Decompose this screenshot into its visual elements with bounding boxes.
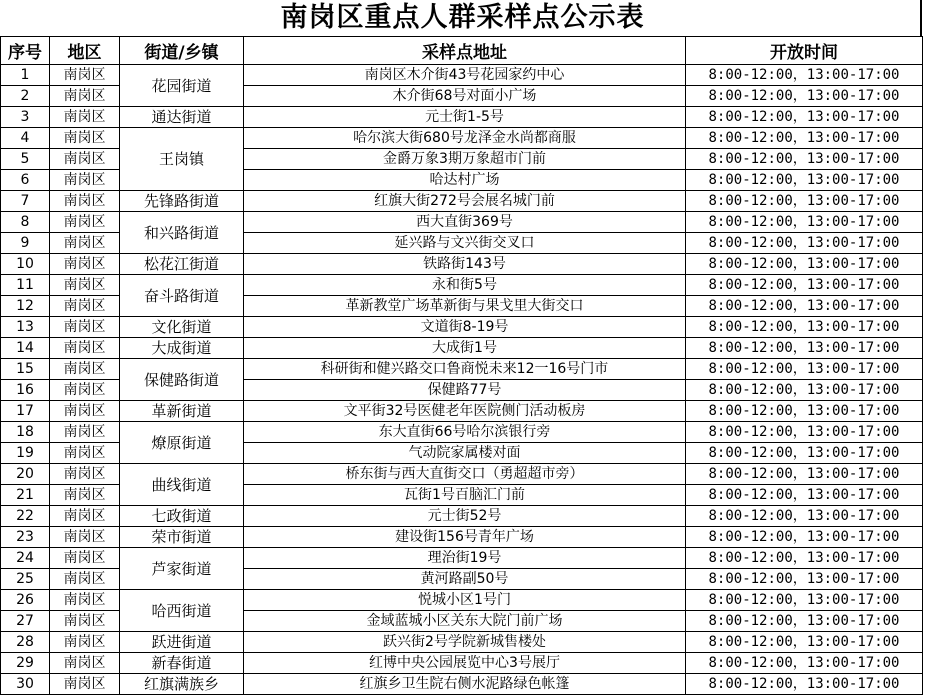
cell-hours: 8:00-12:00，13:00-17:00 [686,380,923,401]
cell-district: 南岗区 [50,443,120,464]
cell-hours: 8:00-12:00，13:00-17:00 [686,317,923,338]
cell-district: 南岗区 [50,527,120,548]
cell-district: 南岗区 [50,296,120,317]
cell-street: 文化街道 [120,317,244,338]
cell-number: 23 [1,527,50,548]
cell-address: 哈达村广场 [244,170,686,191]
cell-district: 南岗区 [50,317,120,338]
cell-address: 西大直街369号 [244,212,686,233]
cell-number: 18 [1,422,50,443]
cell-street: 芦家街道 [120,548,244,590]
cell-district: 南岗区 [50,569,120,590]
cell-street: 大成街道 [120,338,244,359]
cell-address: 哈尔滨大街680号龙泽金水尚都商服 [244,128,686,149]
cell-district: 南岗区 [50,275,120,296]
cell-district: 南岗区 [50,170,120,191]
table-row [1,590,923,611]
header-number: 序号 [1,37,50,65]
cell-district: 南岗区 [50,359,120,380]
cell-hours: 8:00-12:00，13:00-17:00 [686,191,923,212]
cell-number: 16 [1,380,50,401]
cell-hours: 8:00-12:00，13:00-17:00 [686,443,923,464]
cell-district: 南岗区 [50,107,120,128]
cell-number: 7 [1,191,50,212]
cell-address: 桥东街与西大直街交口（勇超超市旁） [244,464,686,485]
table-row [1,653,923,674]
table-header-row [1,37,923,65]
header-district: 地区 [50,37,120,65]
cell-address: 科研街和健兴路交口鲁商悦未来12一16号门市 [244,359,686,380]
cell-number: 6 [1,170,50,191]
cell-number: 21 [1,485,50,506]
cell-number: 25 [1,569,50,590]
cell-address: 红旗大街272号会展名城门前 [244,191,686,212]
table-row [1,254,923,275]
cell-district: 南岗区 [50,191,120,212]
cell-district: 南岗区 [50,590,120,611]
cell-hours: 8:00-12:00，13:00-17:00 [686,464,923,485]
cell-address: 金爵万象3期万象超市门前 [244,149,686,170]
cell-address: 大成街1号 [244,338,686,359]
cell-street: 保健路街道 [120,359,244,401]
cell-hours: 8:00-12:00，13:00-17:00 [686,359,923,380]
table-row [1,464,923,485]
cell-street: 先锋路街道 [120,191,244,212]
cell-address: 红博中央公园展览中心3号展厅 [244,653,686,674]
cell-hours: 8:00-12:00，13:00-17:00 [686,275,923,296]
cell-district: 南岗区 [50,674,120,695]
table-row [1,548,923,569]
table-row [1,317,923,338]
cell-street: 通达街道 [120,107,244,128]
table-row [1,401,923,422]
cell-number: 5 [1,149,50,170]
table-row [1,359,923,380]
cell-address: 瓦街1号百脑汇门前 [244,485,686,506]
cell-street: 新春街道 [120,653,244,674]
cell-district: 南岗区 [50,86,120,107]
cell-address: 保健路77号 [244,380,686,401]
cell-district: 南岗区 [50,338,120,359]
cell-hours: 8:00-12:00，13:00-17:00 [686,653,923,674]
cell-number: 12 [1,296,50,317]
sampling-sites-table [0,36,923,695]
cell-number: 30 [1,674,50,695]
cell-hours: 8:00-12:00，13:00-17:00 [686,590,923,611]
cell-number: 10 [1,254,50,275]
header-street: 街道/乡镇 [120,37,244,65]
cell-district: 南岗区 [50,380,120,401]
cell-number: 19 [1,443,50,464]
cell-district: 南岗区 [50,653,120,674]
cell-number: 26 [1,590,50,611]
table-row [1,527,923,548]
cell-number: 8 [1,212,50,233]
cell-hours: 8:00-12:00，13:00-17:00 [686,401,923,422]
table-row [1,191,923,212]
cell-district: 南岗区 [50,233,120,254]
cell-street: 奋斗路街道 [120,275,244,317]
cell-street: 红旗满族乡 [120,674,244,695]
cell-number: 17 [1,401,50,422]
table-row [1,338,923,359]
cell-street: 松花江街道 [120,254,244,275]
cell-hours: 8:00-12:00，13:00-17:00 [686,548,923,569]
cell-address: 悦城小区1号门 [244,590,686,611]
cell-number: 3 [1,107,50,128]
cell-number: 24 [1,548,50,569]
cell-district: 南岗区 [50,212,120,233]
cell-district: 南岗区 [50,65,120,86]
cell-district: 南岗区 [50,401,120,422]
cell-street: 燎原街道 [120,422,244,464]
cell-number: 28 [1,632,50,653]
cell-district: 南岗区 [50,464,120,485]
header-hours: 开放时间 [686,37,923,65]
cell-number: 11 [1,275,50,296]
cell-hours: 8:00-12:00，13:00-17:00 [686,233,923,254]
cell-number: 14 [1,338,50,359]
cell-number: 15 [1,359,50,380]
cell-number: 29 [1,653,50,674]
table-row [1,212,923,233]
cell-hours: 8:00-12:00，13:00-17:00 [686,296,923,317]
table-row [1,128,923,149]
cell-hours: 8:00-12:00，13:00-17:00 [686,422,923,443]
cell-address: 木介街68号对面小广场 [244,86,686,107]
cell-number: 2 [1,86,50,107]
cell-address: 永和街5号 [244,275,686,296]
cell-street: 七政街道 [120,506,244,527]
cell-number: 9 [1,233,50,254]
cell-district: 南岗区 [50,611,120,632]
cell-hours: 8:00-12:00，13:00-17:00 [686,485,923,506]
cell-address: 金域蓝城小区关东大院门前广场 [244,611,686,632]
cell-address: 黄河路副50号 [244,569,686,590]
cell-district: 南岗区 [50,254,120,275]
table-row [1,275,923,296]
cell-street: 和兴路街道 [120,212,244,254]
cell-address: 红旗乡卫生院右侧水泥路绿色帐篷 [244,674,686,695]
cell-hours: 8:00-12:00，13:00-17:00 [686,212,923,233]
cell-hours: 8:00-12:00，13:00-17:00 [686,569,923,590]
cell-address: 东大直街66号哈尔滨银行旁 [244,422,686,443]
page-title: 南岗区重点人群采样点公示表 [280,2,645,33]
cell-street: 曲线街道 [120,464,244,506]
sheet-edge-divider [920,0,922,36]
cell-address: 文道街8-19号 [244,317,686,338]
cell-hours: 8:00-12:00，13:00-17:00 [686,254,923,275]
cell-number: 4 [1,128,50,149]
cell-address: 元士街1-5号 [244,107,686,128]
cell-hours: 8:00-12:00，13:00-17:00 [686,611,923,632]
cell-hours: 8:00-12:00，13:00-17:00 [686,149,923,170]
cell-street: 革新街道 [120,401,244,422]
cell-district: 南岗区 [50,422,120,443]
cell-hours: 8:00-12:00，13:00-17:00 [686,128,923,149]
table-row [1,107,923,128]
cell-hours: 8:00-12:00，13:00-17:00 [686,338,923,359]
cell-number: 22 [1,506,50,527]
cell-address: 南岗区木介街43号花园家约中心 [244,65,686,86]
table-row [1,65,923,86]
cell-number: 13 [1,317,50,338]
cell-hours: 8:00-12:00，13:00-17:00 [686,65,923,86]
cell-street: 跃进街道 [120,632,244,653]
cell-hours: 8:00-12:00，13:00-17:00 [686,506,923,527]
cell-hours: 8:00-12:00，13:00-17:00 [686,632,923,653]
cell-district: 南岗区 [50,632,120,653]
cell-hours: 8:00-12:00，13:00-17:00 [686,107,923,128]
cell-street: 荣市街道 [120,527,244,548]
cell-address: 理治街19号 [244,548,686,569]
cell-hours: 8:00-12:00，13:00-17:00 [686,527,923,548]
cell-address: 革新教堂广场革新街与果戈里大街交口 [244,296,686,317]
cell-street: 哈西街道 [120,590,244,632]
cell-district: 南岗区 [50,149,120,170]
table-row [1,422,923,443]
table-row [1,506,923,527]
cell-address: 文平街32号医健老年医院侧门活动板房 [244,401,686,422]
cell-address: 延兴路与文兴街交叉口 [244,233,686,254]
cell-district: 南岗区 [50,128,120,149]
cell-street: 王岗镇 [120,128,244,191]
cell-hours: 8:00-12:00，13:00-17:00 [686,86,923,107]
cell-hours: 8:00-12:00，13:00-17:00 [686,674,923,695]
cell-hours: 8:00-12:00，13:00-17:00 [686,170,923,191]
cell-street: 花园街道 [120,65,244,107]
table-row [1,632,923,653]
cell-number: 1 [1,65,50,86]
table-row [1,674,923,695]
cell-address: 元士街52号 [244,506,686,527]
cell-address: 跃兴街2号学院新城售楼处 [244,632,686,653]
cell-address: 气动院家属楼对面 [244,443,686,464]
cell-address: 铁路街143号 [244,254,686,275]
cell-district: 南岗区 [50,506,120,527]
cell-number: 20 [1,464,50,485]
cell-district: 南岗区 [50,548,120,569]
cell-district: 南岗区 [50,485,120,506]
cell-address: 建设街156号青年广场 [244,527,686,548]
header-address: 采样点地址 [244,37,686,65]
cell-number: 27 [1,611,50,632]
